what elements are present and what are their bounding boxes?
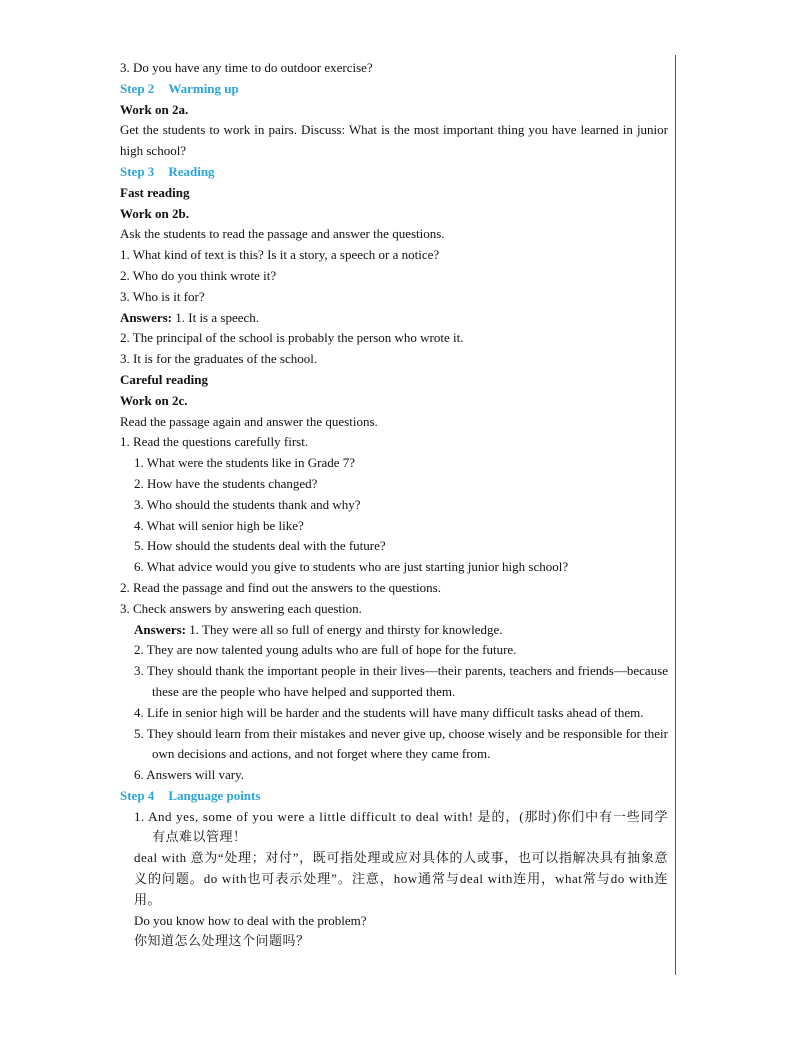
language-point-1: 1. And yes, some of you were a little difficult to deal with! 是的，(那时)你们中有一些同学有点难以管理！ [134,808,668,845]
step-4-title: Language points [168,787,261,803]
task-2b: Ask the students to read the passage and answer the questions. [120,226,445,242]
answer-text: 1. They were all so full of energy and thirsty for knowledge. [186,621,503,637]
step-3-title: Reading [168,163,215,179]
answer-text: 1. It is a speech. [172,309,260,325]
step-2-title: Warming up [168,80,239,96]
table-border-line [675,55,676,975]
step-2-number: Step 2 [120,80,155,96]
question-3: 3. Do you have any time to do outdoor exercise? [120,60,373,75]
2b-answer-3: 3. It is for the graduates of the school. [120,351,318,367]
fast-reading-heading: Fast reading [120,184,190,200]
2b-question-1: 1. What kind of text is this? Is it a story, a speech or a notice? [120,247,440,263]
work-on-2c: Work on 2c. [120,392,188,408]
careful-reading-heading: Careful reading [120,371,208,387]
2c-question-6: 6. What advice would you give to students who are just starting junior high school? [134,559,569,575]
2c-step-1: 1. Read the questions carefully first. [120,434,309,450]
2b-answer-1 [120,308,668,329]
work-on-2b: Work on 2b. [120,205,189,221]
2c-question-5: 5. How should the students deal with the future? [134,538,386,554]
task-2a: Get the students to work in pairs. Discuss: What is the most important thing you have learned in junior high school? [120,122,668,159]
step-2-heading [120,79,668,100]
2c-answer-5: 5. They should learn from their mistakes and never give up, choose wisely and be responsible for their own decisions and actions, and not forget where they came from. [134,725,668,762]
example-english: Do you know how to deal with the problem? [134,912,367,928]
2c-question-2: 2. How have the students changed? [134,475,318,491]
step-3-heading [120,162,668,183]
step-4-number: Step 4 [120,787,155,803]
work-on-2a: Work on 2a. [120,101,189,117]
2c-answer-2: 2. They are now talented young adults who are full of hope for the future. [134,642,517,658]
answers-label: Answers: [120,309,172,325]
2c-step-3: 3. Check answers by answering each question. [120,600,362,616]
2b-question-3: 3. Who is it for? [120,288,205,304]
step-3-number: Step 3 [120,163,155,179]
answers-label: Answers: [134,621,186,637]
2c-question-1: 1. What were the students like in Grade 7? [134,455,356,471]
2b-question-2: 2. Who do you think wrote it? [120,267,277,283]
2c-step-2: 2. Read the passage and find out the answers to the questions. [120,579,441,595]
lesson-content [120,58,668,952]
task-2c: Read the passage again and answer the questions. [120,413,378,429]
example-chinese: 你知道怎么处理这个问题吗？ [134,933,310,949]
language-point-1-note: deal with 意为“处理；对付”，既可指处理或应对具体的人或事，也可以指解决具有抽象意义的问题。do with也可表示处理”。注意，how通常与deal with连用，what常与do with连用。 [134,850,668,907]
2b-answer-2: 2. The principal of the school is probably the person who wrote it. [120,330,464,346]
2c-answer-1 [120,620,668,641]
2c-answer-4: 4. Life in senior high will be harder and the students will have many difficult tasks ahead of them. [134,704,644,720]
2c-question-3: 3. Who should the students thank and why? [134,496,361,512]
2c-question-4: 4. What will senior high be like? [134,517,304,533]
2c-answer-6: 6. Answers will vary. [134,767,245,783]
2c-answer-3: 3. They should thank the important people in their lives—their parents, teachers and friends—because these are the people who have helped and supported them. [134,663,668,699]
step-4-heading [120,786,668,807]
